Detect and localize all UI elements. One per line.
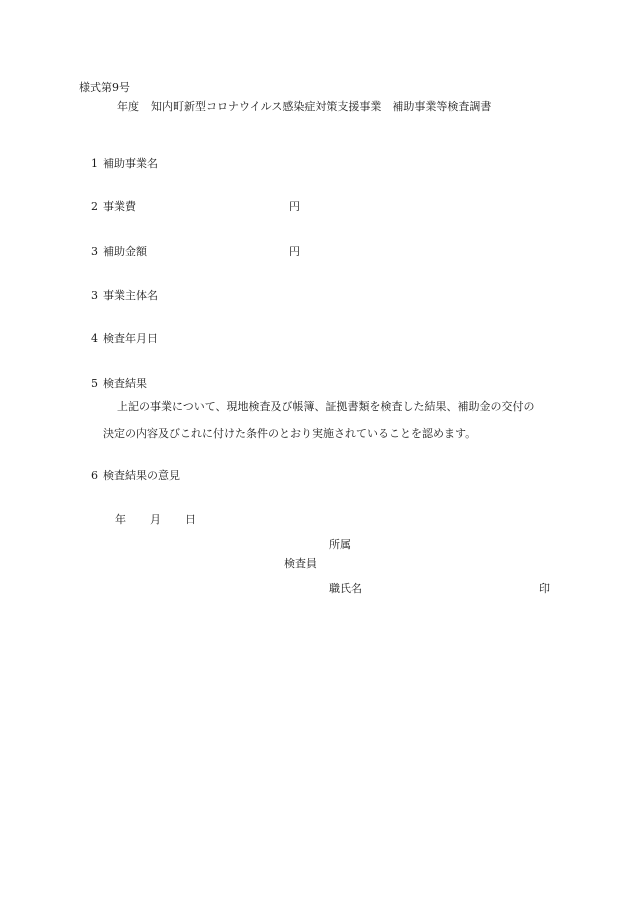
section-number: 4 <box>91 332 98 345</box>
result-text-line-1: 上記の事業について、現地検査及び帳簿、証拠書類を検査した結果、補助金の交付の <box>117 400 535 413</box>
date-year-label: 年 <box>115 513 126 526</box>
currency-unit: 円 <box>289 200 300 213</box>
section-number: 1 <box>91 157 98 170</box>
date-month-label: 月 <box>150 513 161 526</box>
section-number: 6 <box>91 469 98 482</box>
title-year-label: 年度 <box>117 100 139 113</box>
result-text-line-2: 決定の内容及びこれに付けた条件のとおり実施されていることを認めます。 <box>103 427 477 440</box>
section-label: 検査結果の意見 <box>103 469 180 482</box>
form-number: 様式第9号 <box>79 81 130 94</box>
section-number: 5 <box>91 377 98 390</box>
section-label: 補助金額 <box>103 245 147 258</box>
title-name: 知内町新型コロナウイルス感染症対策支援事業 補助事業等検査調書 <box>151 100 492 113</box>
section-number: 2 <box>91 200 98 213</box>
section-number: 3 <box>91 245 98 258</box>
seal-label: 印 <box>539 582 550 595</box>
inspector-label: 検査員 <box>284 557 317 570</box>
affiliation-label: 所属 <box>329 538 351 551</box>
section-number: 3 <box>91 289 98 302</box>
section-label: 検査結果 <box>103 377 147 390</box>
section-label: 事業主体名 <box>103 289 158 302</box>
name-title-label: 職氏名 <box>329 582 362 595</box>
section-label: 事業費 <box>103 200 136 213</box>
section-label: 補助事業名 <box>103 157 158 170</box>
currency-unit: 円 <box>289 245 300 258</box>
date-day-label: 日 <box>185 513 196 526</box>
section-label: 検査年月日 <box>103 332 158 345</box>
